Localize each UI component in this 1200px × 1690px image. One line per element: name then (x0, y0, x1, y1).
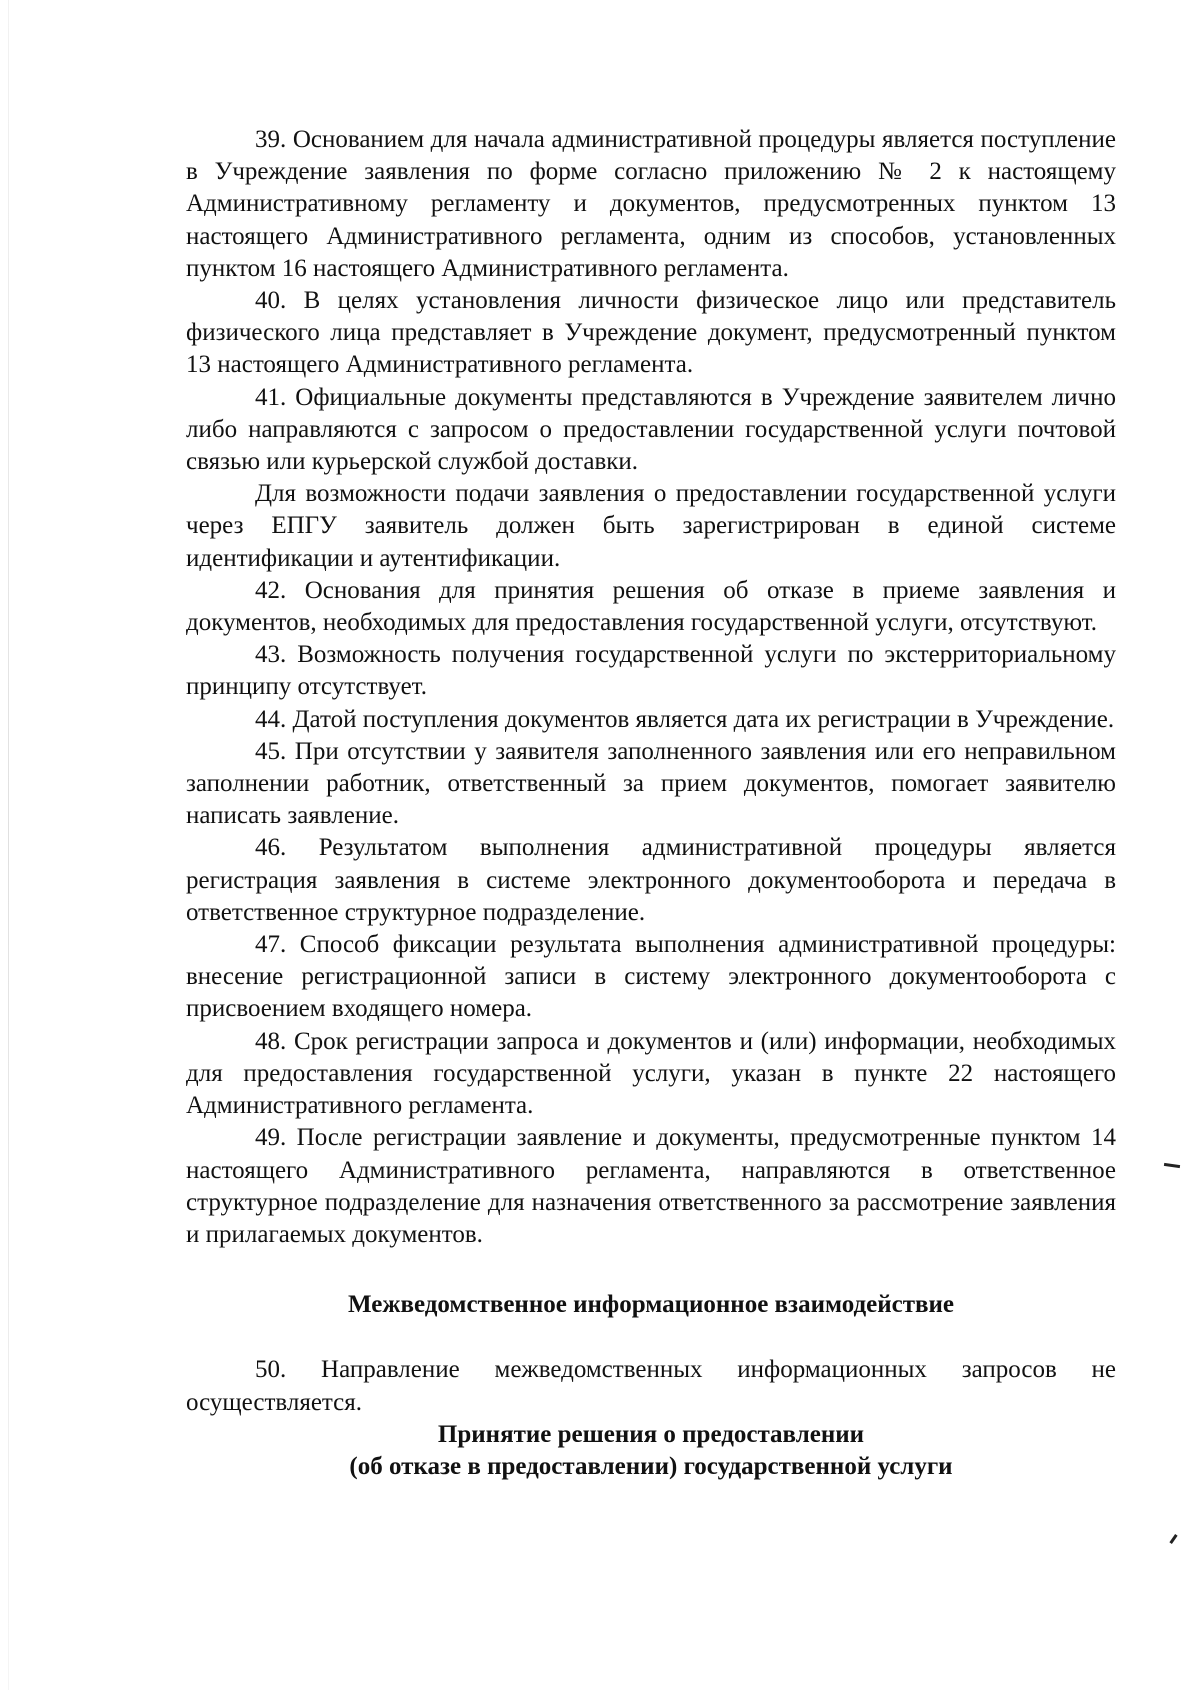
paragraph-epgu: Для возможности подачи заявления о предоставлении государственной услуги через ЕПГУ заявитель должен быть зарегистрирован в единой системе идентификации и аутентификации. (186, 480, 1116, 572)
paragraph-40: 40. В целях установления личности физическое лицо или представитель физического лица представляет в Учреждение документ, предусмотренный пунктом 13 настоящего Административного регламента. (186, 287, 1116, 379)
paragraph-41: 41. Официальные документы представляются в Учреждение заявителем лично либо направляются с запросом о предоставлении государственной услуги почтовой связью или курьерской службой доставки. (186, 383, 1116, 476)
paragraph-46: 46. Результатом выполнения административной процедуры является регистрация заявления в системе электронного документооборота и передача в ответственное структурное подразделение. (186, 834, 1116, 926)
paragraph-47: 47. Способ фиксации результата выполнения административной процедуры: внесение регистрационной записи в систему электронного документооборота с присвоением входящего номера. (186, 931, 1116, 1023)
final-heading-line-2: (об отказе в предоставлении) государственной услуги (349, 1452, 953, 1480)
paragraph-48: 48. Срок регистрации запроса и документов и (или) информации, необходимых для предоставления государственной услуги, указан в пункте 22 настоящего Административного регламента. (186, 1027, 1116, 1120)
section-heading: Межведомственное информационное взаимодействие (348, 1291, 954, 1319)
paragraph-42: 42. Основания для принятия решения об отказе в приеме заявления и документов, необходимых для предоставления государственной услуги, отсутствуют. (186, 576, 1116, 637)
scan-left-edge (8, 0, 9, 1690)
paragraph-44: 44. Датой поступления документов является дата их регистрации в Учреждение. (255, 705, 1115, 733)
final-heading-line-1: Принятие решения о предоставлении (437, 1420, 865, 1448)
scan-dash-mark (1164, 1163, 1180, 1168)
paragraph-50: 50. Направление межведомственных информационных запросов не осуществляется. (186, 1356, 1116, 1416)
paragraph-49: 49. После регистрации заявление и документы, предусмотренные пунктом 14 настоящего Административного регламента, направляются в ответственное структурное подразделение для назначения ответственного за рассмотрение заявления и прилагаемых документов. (186, 1124, 1116, 1248)
scan-tick-mark (1169, 1534, 1177, 1544)
document-body (186, 124, 1116, 1483)
paragraph-39: 39. Основанием для начала административной процедуры является поступление в Учреждение заявления по форме согласно приложению № 2 к настоящему Административному регламенту и документов, предусмотренных пунктом 13 настоящего Административного регламента, одним из способов, установленных пунктом 16 настоящего Административного регламента. (186, 126, 1116, 282)
paragraph-45: 45. При отсутствии у заявителя заполненного заявления или его неправильном заполнении работник, ответственный за прием документов, помогает заявителю написать заявление. (186, 737, 1116, 830)
paragraph-43: 43. Возможность получения государственной услуги по экстерриториальному принципу отсутствует. (186, 641, 1116, 701)
